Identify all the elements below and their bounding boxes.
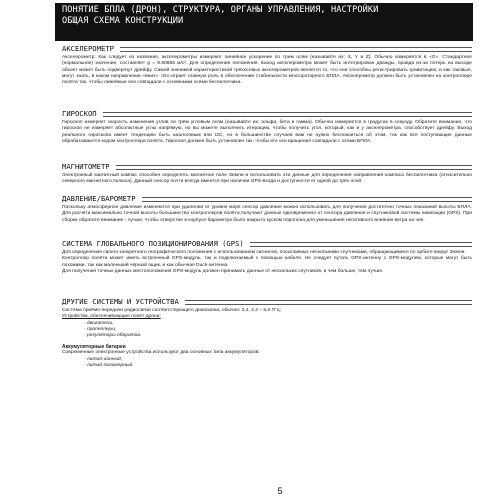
- page-number: [0, 486, 500, 496]
- section-accelerometer: [62, 45, 472, 86]
- paragraph: Поскольку атмосферное давление изменяется при удалении от уровня моря сенсор давления можно использовать для получения достаточно точных показаний высоты БПЛА. Для расчёта максимально точной высоты большинство контроллеров полёта получают данные одновременно от сенсора давления и спутниковой системы навигации (GPS). При сборке обратите внимание - лучше, чтобы отверстие в корпусе барометра было накрыто куском поролона для уменьшения негативного влияния ветра на чип.: [62, 205, 472, 223]
- list-item: - регуляторы оборотов.: [84, 333, 472, 339]
- list-item: - двигатели,: [84, 321, 472, 327]
- page-number-text: 5: [277, 486, 283, 496]
- section-body: [62, 308, 472, 369]
- heading-rule: [120, 47, 472, 52]
- paragraph: Гироскоп измеряет скорость изменения углов по трём угловым осям (называйте их: альфа, бета и гамма). Обычно измеряется в градусах в секунду. Обратите внимание, что гироскоп не измеряет абсолютные углы напрямую, но вы можете выполнить итерацию, чтобы получить угол, который, как и у акселерометра, способствует дрейфу. Выход реального гироскопа имеет тенденцию быть аналоговым или I2C, но в большинстве случаев вам не нужно беспокоиться об этом, так как все поступающие данные обрабатываются кодом контроллера полёта. Гироскоп должен быть установлен так, чтобы его оси вращения совпадали с осями БПЛА.: [62, 120, 472, 144]
- heading-rule: [116, 165, 472, 170]
- title-line-1: ПОНЯТИЕ БПЛА (ДРОН), СТРУКТУРА, ОРГАНЫ УПРАВЛЕНИЯ, НАСТРОЙКИ: [62, 5, 379, 15]
- section-heading: [62, 45, 472, 53]
- title-line-2: ОБЩАЯ СХЕМА КОНСТРУКЦИИ: [62, 16, 184, 26]
- section-body: [62, 55, 472, 86]
- section-heading: [62, 163, 472, 171]
- paragraph: Для определения своего конкретного географического положения с использованием сигналов, посылаемых несколькими спутниками, обращающимися по орбите вокруг Земли.: [62, 250, 466, 255]
- heading-rule: [185, 300, 472, 305]
- section-body: [62, 173, 472, 186]
- section-magnetometer: [62, 163, 472, 186]
- paragraph: Электронный магнитный компас способен определять магнитное поле Земли и использовать эти данные для определения направления компаса беспилотника (относительно северного магнитного полюса). Данный сенсор почти всегда имеется при наличии GPS-входа и доступности от одной до трёх осей.: [62, 173, 472, 185]
- section-heading: [62, 195, 472, 203]
- battery-list: [62, 357, 472, 369]
- propulsion-list: [62, 321, 472, 340]
- paragraph: Контроллер полёта может иметь встроенный GPS-модуль, так и подключаемый с помощью кабеля. Не следует путать GPS-антенну с GPS-модулем, которые могут быть похожими, так как маленький чёрный ящик, и как обычная Duck-антенна.: [62, 256, 472, 268]
- section-heading: [62, 240, 472, 248]
- paragraph: Устройства, обеспечивающие полёт дрона:: [62, 314, 161, 320]
- section-barometer: [62, 195, 472, 224]
- battery-heading: Аккумуляторные батареи: [62, 344, 126, 351]
- section-gyroscope: [62, 110, 472, 145]
- heading-text: ДАВЛЕНИЕ/БАРОМЕТР: [62, 194, 136, 203]
- list-item: - литий-полимерный.: [84, 363, 472, 369]
- heading-rule: [142, 197, 472, 202]
- paragraph: Для получения точных данных местоположения GPS-модуль должен принимать данные от нескольких спутников, и чем больше, тем лучше.: [62, 268, 384, 274]
- section-heading: [62, 298, 472, 306]
- heading-text: АКСЕЛЕРОМЕТР: [62, 44, 114, 53]
- section-gps: [62, 240, 472, 275]
- section-other-systems: [62, 298, 472, 369]
- section-body: [62, 120, 472, 145]
- list-item: - пропеллеры,: [84, 327, 472, 333]
- heading-rule: [250, 242, 472, 247]
- heading-text: МАГНИТОМЕТР: [62, 162, 110, 171]
- page-title: [62, 5, 467, 27]
- heading-text: СИСТЕМА ГЛОБАЛЬНОГО ПОЗИЦИОНИРОВАНИЯ (GPS): [62, 239, 244, 248]
- paragraph: Система приёмо-передачи радиосвязи соответствующего диапазона, обычно: 2,4; 2,4 – 5,8 ГГц;: [62, 308, 281, 313]
- list-item: - литий-ионный;: [84, 357, 472, 363]
- section-body: [62, 205, 472, 224]
- heading-text: ДРУГИЕ СИСТЕМЫ И УСТРОЙСТВА: [62, 297, 179, 306]
- section-body: [62, 250, 472, 275]
- section-heading: [62, 110, 472, 118]
- heading-text: ГИРОСКОП: [62, 109, 97, 118]
- paragraph: Современные электронные устройства используют два основных типа аккумуляторов:: [62, 350, 260, 356]
- paragraph: Акселерометр: Как следует из названия, акселерометры измеряют линейное ускорение по трем осям (называйте их: X, Y и Z). Обычно измеряется в «G». Стандартное (нормальное) значение, составляет g = 9.80665 м/с². Для определения положения, выход акселерометра может быть интегрирован дважды, правда из-за потерь на выходе объект может быть подвергнут дрейфу. Самой значимой характеристикой трёхосевых акселерометров является то, что они способны регистрировать гравитацию, и как таковые, могут знать, в каком направлении «вниз». Это играет главную роль в обеспечении стабильности многороторного БПЛА. Акселерометр должен быть установлен на контроллере полёта так, чтобы линейные оси совпадали с основными осями беспилотника.: [62, 55, 472, 86]
- heading-rule: [103, 112, 472, 117]
